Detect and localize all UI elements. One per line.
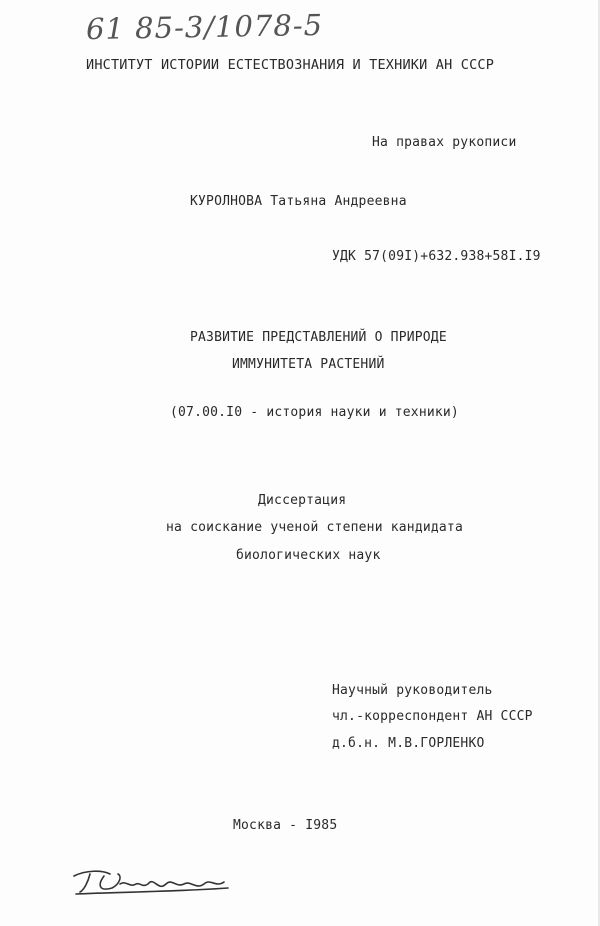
supervisor-label: Научный руководитель <box>332 683 493 698</box>
degree-line: на соискание ученой степени кандидата <box>166 520 463 535</box>
udc-code: УДК 57(09I)+632.938+58I.I9 <box>332 249 541 264</box>
institute-header: ИНСТИТУТ ИСТОРИИ ЕСТЕСТВОЗНАНИЯ И ТЕХНИКИ АН СССР <box>86 57 495 73</box>
city-year: Москва - I985 <box>233 818 338 833</box>
title-line-1: РАЗВИТИЕ ПРЕДСТАВЛЕНИЙ О ПРИРОДЕ <box>190 330 447 345</box>
manuscript-rights: На правах рукописи <box>372 135 517 150</box>
science-field: биологических наук <box>236 548 381 563</box>
title-line-2: ИММУНИТЕТА РАСТЕНИЙ <box>232 357 385 372</box>
dissertation-label: Диссертация <box>258 493 347 508</box>
supervisor-rank: чл.-корреспондент АН СССР <box>332 709 533 724</box>
author-signature <box>68 862 238 902</box>
author-name: КУРОЛНОВА Татьяна Андреевна <box>190 194 407 209</box>
supervisor-name: д.б.н. М.В.ГОРЛЕНКО <box>332 736 485 751</box>
specialty-code: (07.00.I0 - история науки и техники) <box>170 405 459 420</box>
archive-number-handwritten: 61 85-3/1078-5 <box>85 7 324 47</box>
